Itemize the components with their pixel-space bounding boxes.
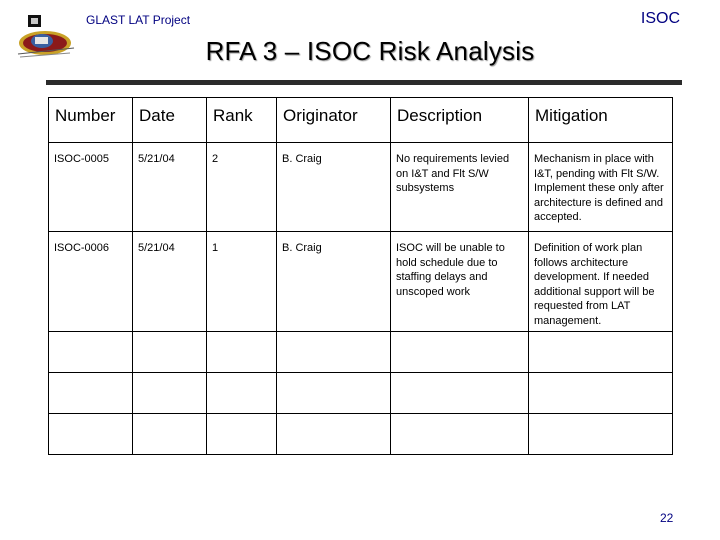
empty-cell (277, 414, 391, 455)
table-header-row (49, 98, 673, 143)
cell-date: 5/21/04 (133, 232, 207, 332)
column-header-mitigation: Mitigation (529, 98, 673, 143)
empty-cell (49, 414, 133, 455)
empty-cell (133, 373, 207, 414)
page-number: 22 (660, 511, 674, 525)
isoc-tag: ISOC (640, 10, 680, 27)
column-header-number: Number (49, 98, 133, 143)
empty-cell (529, 373, 673, 414)
empty-cell (49, 332, 133, 373)
empty-cell (49, 373, 133, 414)
column-header-rank: Rank (207, 98, 277, 143)
empty-cell (391, 373, 529, 414)
cell-originator: B. Craig (277, 143, 391, 232)
column-header-description: Description (391, 98, 529, 143)
risk-table (48, 97, 673, 455)
cell-description: No requirements levied on I&T and Flt S/W subsystems (391, 143, 529, 232)
empty-cell (207, 373, 277, 414)
title-divider (46, 80, 682, 85)
column-header-originator: Originator (277, 98, 391, 143)
empty-cell (277, 332, 391, 373)
empty-cell (207, 332, 277, 373)
empty-cell (391, 414, 529, 455)
cell-number: ISOC-0005 (49, 143, 133, 232)
cell-date: 5/21/04 (133, 143, 207, 232)
slide-title: RFA 3 – ISOC Risk Analysis (205, 36, 535, 66)
empty-cell (529, 332, 673, 373)
empty-cell (133, 332, 207, 373)
empty-cell (529, 414, 673, 455)
table-row (49, 232, 673, 332)
empty-cell (207, 414, 277, 455)
cell-description: ISOC will be unable to hold schedule due to staffing delays and unscoped work (391, 232, 529, 332)
empty-row (49, 414, 673, 455)
column-header-date: Date (133, 98, 207, 143)
empty-row (49, 332, 673, 373)
cell-rank: 2 (207, 143, 277, 232)
empty-cell (277, 373, 391, 414)
project-name: GLAST LAT Project (86, 13, 191, 27)
cell-mitigation: Definition of work plan follows architecture development. If needed additional support will be requested from LAT management. (529, 232, 673, 332)
cell-rank: 1 (207, 232, 277, 332)
cell-mitigation: Mechanism in place with I&T, pending with Flt S/W. Implement these only after architecture is defined and accepted. (529, 143, 673, 232)
empty-cell (133, 414, 207, 455)
empty-row (49, 373, 673, 414)
cell-number: ISOC-0006 (49, 232, 133, 332)
cell-originator: B. Craig (277, 232, 391, 332)
empty-cell (391, 332, 529, 373)
table-row (49, 143, 673, 232)
